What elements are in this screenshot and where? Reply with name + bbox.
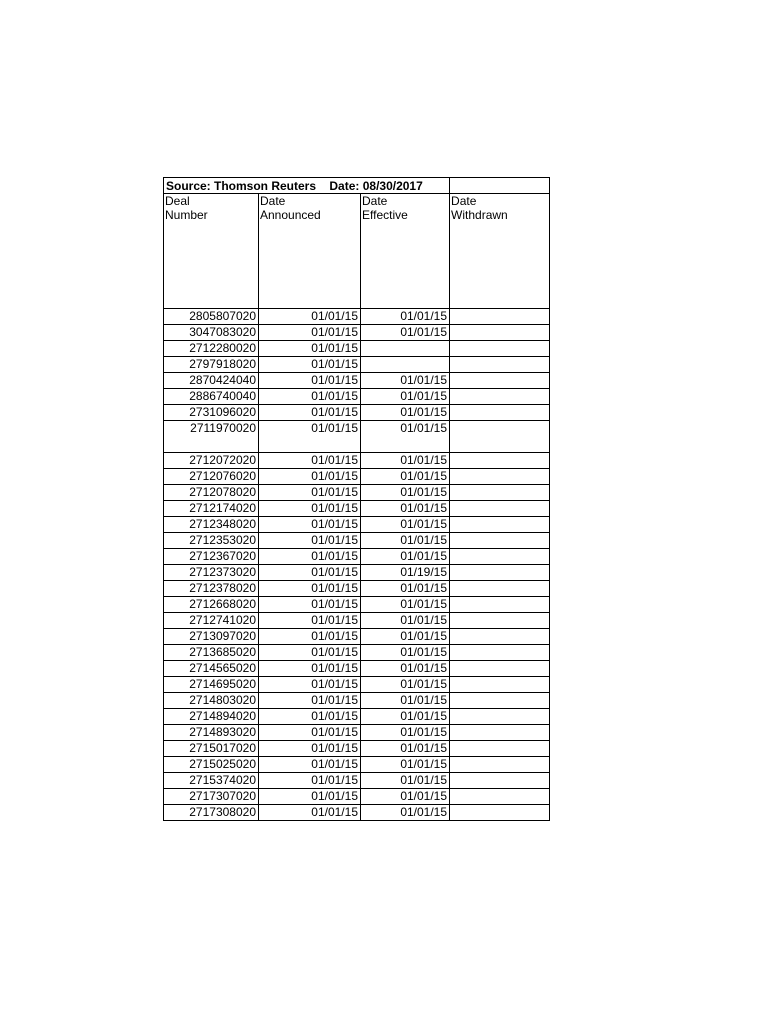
date-announced-cell: 01/01/15	[259, 661, 361, 677]
table-row	[164, 517, 550, 533]
deal-number-cell: 2713097020	[164, 629, 259, 645]
date-announced-cell: 01/01/15	[259, 757, 361, 773]
table-row	[164, 373, 550, 389]
deal-number-cell: 2714803020	[164, 693, 259, 709]
date-announced-cell: 01/01/15	[259, 501, 361, 517]
date-withdrawn-cell	[450, 533, 550, 549]
date-withdrawn-cell	[450, 629, 550, 645]
report-date: Date: 08/30/2017	[329, 178, 423, 193]
header-row	[164, 194, 550, 309]
table-row	[164, 325, 550, 341]
date-announced-cell: 01/01/15	[259, 773, 361, 789]
date-withdrawn-cell	[450, 357, 550, 373]
table-row	[164, 661, 550, 677]
header-date-announced-line1: Date	[260, 194, 286, 208]
table-row	[164, 629, 550, 645]
title-empty-cell	[450, 178, 550, 194]
date-announced-cell: 01/01/15	[259, 725, 361, 741]
deal-number-cell: 2731096020	[164, 405, 259, 421]
date-announced-cell: 01/01/15	[259, 789, 361, 805]
deal-number-cell: 2717308020	[164, 805, 259, 821]
date-withdrawn-cell	[450, 805, 550, 821]
date-announced-cell: 01/01/15	[259, 421, 361, 453]
date-announced-cell: 01/01/15	[259, 309, 361, 325]
header-deal-number-line1: Deal	[165, 194, 190, 208]
date-effective-cell: 01/01/15	[361, 613, 450, 629]
date-announced-cell: 01/01/15	[259, 645, 361, 661]
table-row	[164, 597, 550, 613]
date-withdrawn-cell	[450, 613, 550, 629]
table-row	[164, 565, 550, 581]
deal-number-cell: 2712280020	[164, 341, 259, 357]
date-announced-cell: 01/01/15	[259, 581, 361, 597]
date-effective-cell: 01/19/15	[361, 565, 450, 581]
date-withdrawn-cell	[450, 389, 550, 405]
date-announced-cell: 01/01/15	[259, 373, 361, 389]
date-withdrawn-cell	[450, 453, 550, 469]
table-row	[164, 549, 550, 565]
date-withdrawn-cell	[450, 485, 550, 501]
date-effective-cell: 01/01/15	[361, 677, 450, 693]
date-effective-cell: 01/01/15	[361, 421, 450, 453]
date-announced-cell: 01/01/15	[259, 741, 361, 757]
date-effective-cell: 01/01/15	[361, 549, 450, 565]
date-effective-cell: 01/01/15	[361, 757, 450, 773]
date-announced-cell: 01/01/15	[259, 805, 361, 821]
deal-number-cell: 2712072020	[164, 453, 259, 469]
date-effective-cell: 01/01/15	[361, 485, 450, 501]
date-announced-cell: 01/01/15	[259, 325, 361, 341]
deal-number-cell: 2712378020	[164, 581, 259, 597]
date-effective-cell: 01/01/15	[361, 389, 450, 405]
table-row	[164, 773, 550, 789]
date-effective-cell: 01/01/15	[361, 805, 450, 821]
table-row	[164, 341, 550, 357]
date-effective-cell: 01/01/15	[361, 309, 450, 325]
date-effective-cell: 01/01/15	[361, 741, 450, 757]
date-announced-cell: 01/01/15	[259, 453, 361, 469]
table-row	[164, 421, 550, 453]
header-date-withdrawn-line2: Withdrawn	[451, 208, 508, 222]
deal-number-cell: 2712741020	[164, 613, 259, 629]
table-row	[164, 677, 550, 693]
date-effective-cell: 01/01/15	[361, 581, 450, 597]
date-withdrawn-cell	[450, 373, 550, 389]
header-date-announced-line2: Announced	[260, 208, 321, 222]
table-row	[164, 693, 550, 709]
date-effective-cell: 01/01/15	[361, 693, 450, 709]
date-withdrawn-cell	[450, 597, 550, 613]
deal-number-cell: 2714695020	[164, 677, 259, 693]
deal-number-cell: 2714894020	[164, 709, 259, 725]
date-announced-cell: 01/01/15	[259, 405, 361, 421]
table-row	[164, 533, 550, 549]
date-announced-cell: 01/01/15	[259, 597, 361, 613]
date-withdrawn-cell	[450, 789, 550, 805]
date-withdrawn-cell	[450, 693, 550, 709]
table-row	[164, 645, 550, 661]
deal-number-cell: 2805807020	[164, 309, 259, 325]
date-withdrawn-cell	[450, 709, 550, 725]
date-withdrawn-cell	[450, 757, 550, 773]
deal-number-cell: 2715374020	[164, 773, 259, 789]
table-row	[164, 709, 550, 725]
date-announced-cell: 01/01/15	[259, 677, 361, 693]
date-effective-cell: 01/01/15	[361, 533, 450, 549]
date-withdrawn-cell	[450, 645, 550, 661]
date-effective-cell: 01/01/15	[361, 373, 450, 389]
table-row	[164, 725, 550, 741]
date-effective-cell	[361, 341, 450, 357]
table-row	[164, 309, 550, 325]
date-effective-cell: 01/01/15	[361, 789, 450, 805]
deal-number-cell: 2886740040	[164, 389, 259, 405]
deal-number-cell: 2712348020	[164, 517, 259, 533]
date-withdrawn-cell	[450, 421, 550, 453]
header-date-effective-line1: Date	[362, 194, 388, 208]
date-effective-cell: 01/01/15	[361, 325, 450, 341]
table-row	[164, 501, 550, 517]
header-date-effective-line2: Effective	[362, 208, 408, 222]
date-announced-cell: 01/01/15	[259, 629, 361, 645]
table-row	[164, 405, 550, 421]
date-announced-cell: 01/01/15	[259, 613, 361, 629]
date-announced-cell: 01/01/15	[259, 357, 361, 373]
date-effective-cell: 01/01/15	[361, 645, 450, 661]
title-row	[164, 178, 550, 194]
date-withdrawn-cell	[450, 309, 550, 325]
date-effective-cell: 01/01/15	[361, 661, 450, 677]
table-row	[164, 757, 550, 773]
header-date-announced	[259, 194, 361, 309]
date-announced-cell: 01/01/15	[259, 693, 361, 709]
header-date-effective	[361, 194, 450, 309]
date-effective-cell: 01/01/15	[361, 709, 450, 725]
table-row	[164, 741, 550, 757]
table-row	[164, 389, 550, 405]
date-announced-cell: 01/01/15	[259, 389, 361, 405]
date-withdrawn-cell	[450, 549, 550, 565]
date-announced-cell: 01/01/15	[259, 549, 361, 565]
date-withdrawn-cell	[450, 581, 550, 597]
source-label: Source: Thomson Reuters	[166, 178, 317, 193]
date-withdrawn-cell	[450, 565, 550, 581]
header-deal-number	[164, 194, 259, 309]
deal-number-cell: 2712367020	[164, 549, 259, 565]
deal-number-cell: 2712076020	[164, 469, 259, 485]
date-effective-cell: 01/01/15	[361, 629, 450, 645]
table-row	[164, 613, 550, 629]
table-row	[164, 789, 550, 805]
deal-number-cell: 2717307020	[164, 789, 259, 805]
date-withdrawn-cell	[450, 501, 550, 517]
date-effective-cell: 01/01/15	[361, 517, 450, 533]
date-effective-cell: 01/01/15	[361, 725, 450, 741]
date-withdrawn-cell	[450, 341, 550, 357]
date-withdrawn-cell	[450, 325, 550, 341]
date-effective-cell: 01/01/15	[361, 597, 450, 613]
date-withdrawn-cell	[450, 661, 550, 677]
date-withdrawn-cell	[450, 677, 550, 693]
table-row	[164, 453, 550, 469]
deals-table-body	[164, 178, 550, 821]
deal-number-cell: 2712353020	[164, 533, 259, 549]
date-announced-cell: 01/01/15	[259, 709, 361, 725]
deal-number-cell: 2715025020	[164, 757, 259, 773]
deal-number-cell: 2711970020	[164, 421, 259, 453]
deal-number-cell: 2714893020	[164, 725, 259, 741]
deals-table	[163, 177, 550, 821]
date-effective-cell	[361, 357, 450, 373]
deal-number-cell: 2712174020	[164, 501, 259, 517]
deal-number-cell: 2797918020	[164, 357, 259, 373]
table-row	[164, 805, 550, 821]
date-withdrawn-cell	[450, 405, 550, 421]
date-effective-cell: 01/01/15	[361, 469, 450, 485]
table-row	[164, 469, 550, 485]
deal-number-cell: 2712373020	[164, 565, 259, 581]
date-withdrawn-cell	[450, 741, 550, 757]
table-row	[164, 485, 550, 501]
date-effective-cell: 01/01/15	[361, 773, 450, 789]
table-row	[164, 357, 550, 373]
date-announced-cell: 01/01/15	[259, 517, 361, 533]
deal-number-cell: 2714565020	[164, 661, 259, 677]
date-effective-cell: 01/01/15	[361, 501, 450, 517]
date-announced-cell: 01/01/15	[259, 485, 361, 501]
date-announced-cell: 01/01/15	[259, 341, 361, 357]
date-announced-cell: 01/01/15	[259, 565, 361, 581]
date-withdrawn-cell	[450, 773, 550, 789]
deal-number-cell: 2870424040	[164, 373, 259, 389]
header-date-withdrawn	[450, 194, 550, 309]
header-deal-number-line2: Number	[165, 208, 208, 222]
deal-number-cell: 3047083020	[164, 325, 259, 341]
date-announced-cell: 01/01/15	[259, 533, 361, 549]
deal-number-cell: 2713685020	[164, 645, 259, 661]
deal-number-cell: 2712668020	[164, 597, 259, 613]
date-withdrawn-cell	[450, 517, 550, 533]
deal-number-cell: 2712078020	[164, 485, 259, 501]
date-withdrawn-cell	[450, 725, 550, 741]
source-title	[164, 178, 450, 194]
header-date-withdrawn-line1: Date	[451, 194, 477, 208]
date-withdrawn-cell	[450, 469, 550, 485]
date-effective-cell: 01/01/15	[361, 405, 450, 421]
date-effective-cell: 01/01/15	[361, 453, 450, 469]
deal-number-cell: 2715017020	[164, 741, 259, 757]
table-row	[164, 581, 550, 597]
date-announced-cell: 01/01/15	[259, 469, 361, 485]
